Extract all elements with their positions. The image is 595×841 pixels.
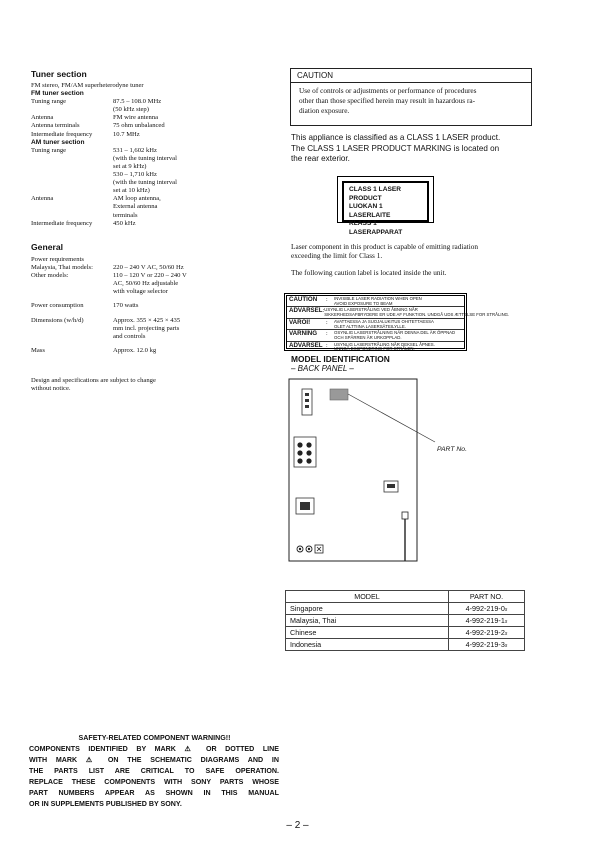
warning-label-row [287, 330, 464, 341]
spec-row [31, 98, 261, 106]
warning-label-text [334, 319, 464, 330]
warning-label-key: ADVARSEL [289, 307, 323, 315]
warning-label-text-line: USYNLIG LASERSTRÅLING VED ÅBNING NÅR [324, 307, 418, 313]
spec-value: AM loop antenna, [113, 195, 161, 203]
model-id-subtitle: – BACK PANEL – [291, 364, 354, 373]
spec-key: Intermediate frequency [31, 219, 93, 227]
spec-row [31, 122, 261, 130]
warning-label-text-line: OLET ALTTIINA LASERSÄTEILYLLE. [334, 323, 406, 329]
part-no-value: 4-992-219-1 [465, 616, 505, 625]
spec-row [31, 347, 261, 355]
warning-label-text-line: SIKKERHEDSAFBRYDERE ER UDE AF FUNKTION. UNDGÅ UDS ÆTTELSE FOR STRÅLING. [324, 312, 510, 318]
caution-box [290, 68, 532, 126]
class1-line: This appliance is classified as a CLASS 1 LASER product. [291, 133, 501, 142]
spec-row [31, 139, 261, 147]
warning-label-colon: : [322, 308, 325, 315]
spec-change-note [31, 377, 261, 393]
safety-warning-title: SAFETY-RELATED COMPONENT WARNING!! [78, 734, 231, 742]
part-no-cell [449, 627, 525, 639]
spec-key: Other models: [31, 272, 69, 280]
spec-row [31, 187, 261, 195]
spec-value: 75 ohm unbalanced [113, 122, 165, 130]
laser-component-line: Laser component in this product is capable of emitting radiation [291, 242, 479, 251]
warning-label-key: VAROI! [289, 318, 311, 326]
warning-label-text [324, 307, 509, 318]
spec-row [31, 179, 261, 187]
spec-row [31, 203, 261, 211]
model-cell: Indonesia [286, 639, 449, 651]
warning-label-text [334, 342, 464, 353]
safety-line: WITH MARK ⚠ ON THE SCHEMATIC DIAGRAMS AND IN [29, 756, 279, 764]
caution-line: other than those specified herein may result in hazardous ra- [299, 96, 476, 105]
spec-value: 450 kHz [113, 219, 136, 227]
part-no-suffix: s [504, 631, 508, 637]
spec-key [31, 106, 113, 114]
spec-value: Approx. 355 × 425 × 435 [113, 316, 181, 324]
caution-line: diation exposure. [299, 106, 350, 115]
warning-label-colon: : [326, 331, 328, 338]
part-no-value: 4-992-219-2 [465, 628, 505, 637]
spec-key: Malaysia, Thai models: [31, 264, 93, 272]
spec-key [31, 155, 113, 163]
model-cell: Malaysia, Thai [286, 615, 449, 627]
laser-component-line: exceeding the limit for Class 1. [291, 251, 383, 261]
warning-label-colon: : [326, 342, 328, 349]
laser-label-line: CLASS 1 LASER PRODUCT [349, 186, 402, 202]
warning-label-text [334, 330, 464, 341]
model-cell: Chinese [286, 627, 449, 639]
table-header-part-no: PART NO. [449, 591, 525, 603]
table-row [286, 603, 525, 615]
spec-value: terminals [113, 211, 138, 219]
spec-row [31, 288, 261, 296]
part-no-suffix: s [504, 619, 508, 625]
spec-row [31, 114, 261, 122]
spec-row [31, 212, 261, 220]
caution-title: CAUTION [291, 69, 531, 83]
spec-key: Tuning range [31, 98, 67, 106]
warning-label-key: VARNING [289, 330, 318, 338]
spec-row [31, 280, 261, 288]
warning-label-text-line: USYNLIG LASERSTRÅLING NÅR DEKSEL ÅPNES. [334, 341, 435, 347]
warning-label-text-line: AVOID EXPOSURE TO BEAM [334, 300, 393, 306]
tuner-section-title: Tuner section [31, 69, 87, 79]
spec-value: 10.7 MHz [113, 130, 140, 138]
spec-key [31, 187, 113, 195]
back-panel-diagram [283, 375, 473, 565]
spec-value: with voltage selector [113, 288, 168, 296]
warning-label-row [287, 307, 510, 318]
jack-block [294, 437, 316, 467]
caution-text [291, 83, 531, 116]
spec-value: mm incl. projecting parts [113, 324, 180, 332]
safety-line: OR IN SUPPLEMENTS PUBLISHED BY SONY. [29, 800, 182, 808]
warning-label-text-line: OSYNLIG LASERSTRÅLNING NÄR DENNA DEL ÄR ÖPPNAD [334, 330, 456, 336]
spec-row [31, 264, 261, 272]
spec-key [31, 288, 113, 296]
spec-value: (with the tuning interval [113, 179, 177, 187]
class1-line: the rear exterior. [291, 154, 350, 164]
warning-label-row [287, 342, 464, 352]
warning-label-row [287, 319, 464, 330]
part-no-cell [449, 603, 525, 615]
spec-key: Mass [31, 346, 45, 354]
general-section-title: General [31, 242, 64, 252]
spec-key: Power requirements [31, 256, 84, 263]
spec-value: set at 10 kHz) [113, 187, 150, 195]
laser-component-paragraph [291, 242, 541, 277]
part-no-sticker [330, 389, 348, 400]
spec-value: FM wire antenna [113, 114, 159, 122]
spec-key: Power consumption [31, 302, 84, 310]
spec-row [31, 256, 261, 264]
spec-key: Dimensions (w/h/d) [31, 316, 84, 324]
spec-value: 531 – 1,602 kHz [113, 146, 157, 154]
spec-row [31, 147, 261, 155]
safety-line: COMPONENTS IDENTIFIED BY MARK ⚠ OR DOTTED LINE [29, 745, 279, 753]
laser-component-line: The following caution label is located inside the unit. [291, 267, 447, 277]
spec-row [31, 220, 261, 228]
spec-value: and controls [113, 332, 146, 340]
part-no-suffix: s [504, 643, 508, 649]
spec-value: 220 – 240 V AC, 50/60 Hz [113, 264, 184, 272]
spec-row [31, 195, 261, 203]
class1-paragraph [291, 133, 536, 165]
warning-label-text [334, 296, 464, 307]
spec-subheading: AM tuner section [31, 138, 85, 146]
spec-key: Antenna [31, 114, 54, 122]
spec-row [31, 90, 261, 98]
warning-label-text-line: INVISIBLE LASER RADIATION WHEN OPEN [334, 296, 422, 301]
tuner-spec-table [31, 82, 261, 228]
page-number: – 2 – [286, 820, 309, 831]
internal-caution-label [284, 293, 510, 352]
spec-key [31, 212, 113, 220]
spec-note-line: Design and specifications are subject to change [31, 377, 156, 384]
warning-label-key: ADVARSEL [289, 341, 323, 349]
table-row [286, 639, 525, 651]
warning-label-key: CAUTION [289, 296, 318, 303]
warning-label-colon: : [326, 319, 328, 326]
table-header-model: MODEL [286, 591, 449, 603]
model-cell: Singapore [286, 603, 449, 615]
spec-key [31, 280, 113, 288]
warning-label-colon: : [326, 297, 328, 303]
spec-value: 87.5 – 108.0 MHz [113, 98, 162, 106]
spec-value: External antenna [113, 203, 158, 211]
caution-line: Use of controls or adjustments or performance of procedures [299, 86, 477, 95]
spec-row [31, 325, 261, 333]
model-part-table [285, 590, 525, 651]
table-header-row [286, 591, 525, 603]
spec-value: set at 9 kHz) [113, 162, 147, 170]
table-row [286, 627, 525, 639]
spec-note-line: without notice. [31, 385, 71, 393]
spec-value: 530 – 1,710 kHz [113, 171, 157, 179]
laser-label-line: LUOKAN 1 LASERLAITE [349, 203, 391, 219]
part-no-cell [449, 639, 525, 651]
spec-key [31, 171, 113, 179]
spec-key [31, 163, 113, 171]
part-no-value: 4-992-219-0 [465, 604, 505, 613]
spec-key: Antenna terminals [31, 122, 80, 130]
class1-laser-label [337, 176, 434, 236]
spec-row [31, 272, 261, 280]
spec-row [31, 317, 261, 325]
spec-row [31, 131, 261, 139]
safety-warning-text [29, 744, 279, 810]
warning-label-row [287, 296, 464, 307]
spec-value: (50 kHz step) [113, 106, 149, 114]
spec-row [31, 302, 261, 310]
spec-key [31, 325, 113, 333]
spec-row [31, 82, 261, 90]
warning-label-text-line: OCH SPÄRREN ÄR URKOPPLAD. [334, 334, 402, 340]
laser-label-line: KLASS 1 LASERAPPARAT [349, 220, 403, 236]
spec-key: FM stereo, FM/AM superheterodyne tuner [31, 82, 144, 89]
spec-key: Tuning range [31, 146, 67, 154]
spec-key [31, 203, 113, 211]
safety-line: PART NUMBERS APPEAR AS SHOWN IN THIS MANUAL [29, 789, 279, 797]
spec-row [31, 333, 261, 341]
spec-value: 170 watts [113, 302, 139, 310]
warning-label-text-line: AVATTAESSA JA SUOJALUKITUS OHITETTAESSA [334, 318, 434, 324]
safety-line: THE PARTS LIST ARE CRITICAL TO SAFE OPERATION. [29, 767, 279, 775]
spec-key: Antenna [31, 195, 54, 203]
spec-row [31, 155, 261, 163]
part-no-cell [449, 615, 525, 627]
spec-subheading: FM tuner section [31, 90, 84, 98]
spec-key: Intermediate frequency [31, 130, 93, 138]
table-row [286, 615, 525, 627]
safety-line: REPLACE THESE COMPONENTS WITH SONY PARTS WHOSE [29, 778, 279, 786]
spec-row [31, 106, 261, 114]
part-no-value: 4-992-219-3 [465, 640, 505, 649]
spec-key [31, 333, 113, 341]
part-no-suffix: s [504, 607, 508, 613]
spec-value: AC, 50/60 Hz adjustable [113, 280, 179, 288]
spec-key [31, 179, 113, 187]
spec-row [31, 171, 261, 179]
part-no-callout: PART No. [437, 446, 467, 453]
spec-value: (with the tuning interval [113, 154, 177, 162]
model-id-title: MODEL IDENTIFICATION [291, 354, 390, 364]
spec-value: 110 – 120 V or 220 – 240 V [113, 272, 187, 280]
spec-row [31, 163, 261, 171]
class1-line: The CLASS 1 LASER PRODUCT MARKING is located on [291, 143, 500, 153]
spec-value: Approx. 12.0 kg [113, 346, 157, 354]
warning-label-text-line: UNNGÅ EKSPONERING FOR STRÅLEN. [334, 346, 415, 352]
general-spec-table [31, 256, 261, 355]
